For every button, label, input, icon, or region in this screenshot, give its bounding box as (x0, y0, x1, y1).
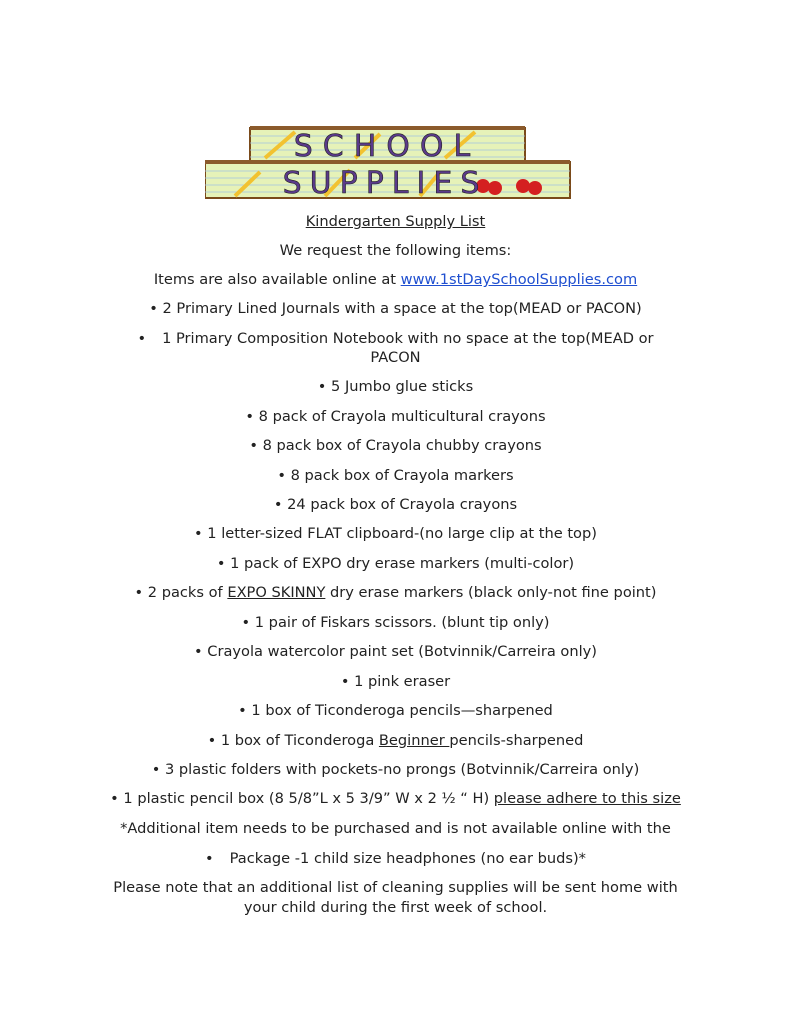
list-item: • 1 letter-sized FLAT clipboard-(no large clip at the top) (194, 525, 597, 542)
list-item: • 8 pack box of Crayola markers (277, 467, 514, 484)
list-item-text: Package -1 child size headphones (no ear buds)* (229, 850, 586, 867)
additional-note: *Additional item needs to be purchased and is not available online with the (120, 820, 671, 837)
list-item: • 2 Primary Lined Journals with a space at the top(MEAD or PACON) (149, 300, 642, 317)
list-item: • 1 pack of EXPO dry erase markers (multi-color) (216, 555, 575, 572)
page-title: Kindergarten Supply List (305, 213, 486, 230)
list-item: • 1 pink eraser (340, 673, 451, 690)
closing-note-line1: Please note that an additional list of cleaning supplies will be sent home with (113, 879, 678, 896)
list-item (0, 790, 791, 808)
list-item-continued: PACON (370, 349, 421, 366)
list-item-underlined: Beginner (378, 732, 450, 749)
list-item (0, 330, 791, 348)
list-item-pre: • 1 box of Ticonderoga (207, 732, 379, 749)
list-item: • 24 pack box of Crayola crayons (273, 496, 518, 513)
list-item-pre: • 1 plastic pencil box (8 5/8”L x 5 3/9” W x 2 ½ “ H) (110, 790, 494, 807)
closing-note-line2: your child during the first week of school. (243, 899, 548, 916)
list-item: • 1 pair of Fiskars scissors. (blunt tip only) (241, 614, 550, 631)
list-item-underlined: EXPO SKINNY (227, 584, 326, 601)
list-item: • 5 Jumbo glue sticks (317, 378, 474, 395)
list-item (0, 584, 791, 602)
bullet-icon: • (205, 850, 214, 867)
list-item: • Crayola watercolor paint set (Botvinnik/Carreira only) (194, 643, 597, 660)
list-item: • 8 pack box of Crayola chubby crayons (249, 437, 542, 454)
request-text: We request the following items: (279, 242, 512, 259)
online-prefix: Items are also available online at (153, 271, 401, 288)
list-item (0, 732, 791, 750)
logo-line2: SUPPLIES (282, 166, 488, 201)
list-item-post: dry erase markers (black only-not fine point) (325, 584, 657, 601)
logo-line1: SCHOOL (293, 129, 481, 164)
school-supplies-logo (205, 124, 580, 202)
online-line (0, 271, 791, 289)
list-item: • 8 pack of Crayola multicultural crayons (245, 408, 546, 425)
list-item (0, 850, 791, 868)
list-item-text: 1 Primary Composition Notebook with no space at the top(MEAD or (162, 330, 654, 347)
list-item: • 3 plastic folders with pockets-no prongs (Botvinnik/Carreira only) (151, 761, 640, 778)
list-item-post: pencils-sharpened (449, 732, 584, 749)
bullet-icon: • (137, 330, 147, 347)
list-item-pre: • 2 packs of (134, 584, 228, 601)
list-item: • 1 box of Ticonderoga pencils—sharpened (238, 702, 553, 719)
supplies-website-link[interactable]: www.1stDaySchoolSupplies.com (400, 271, 638, 288)
list-item-underlined: please adhere to this size (493, 790, 681, 807)
